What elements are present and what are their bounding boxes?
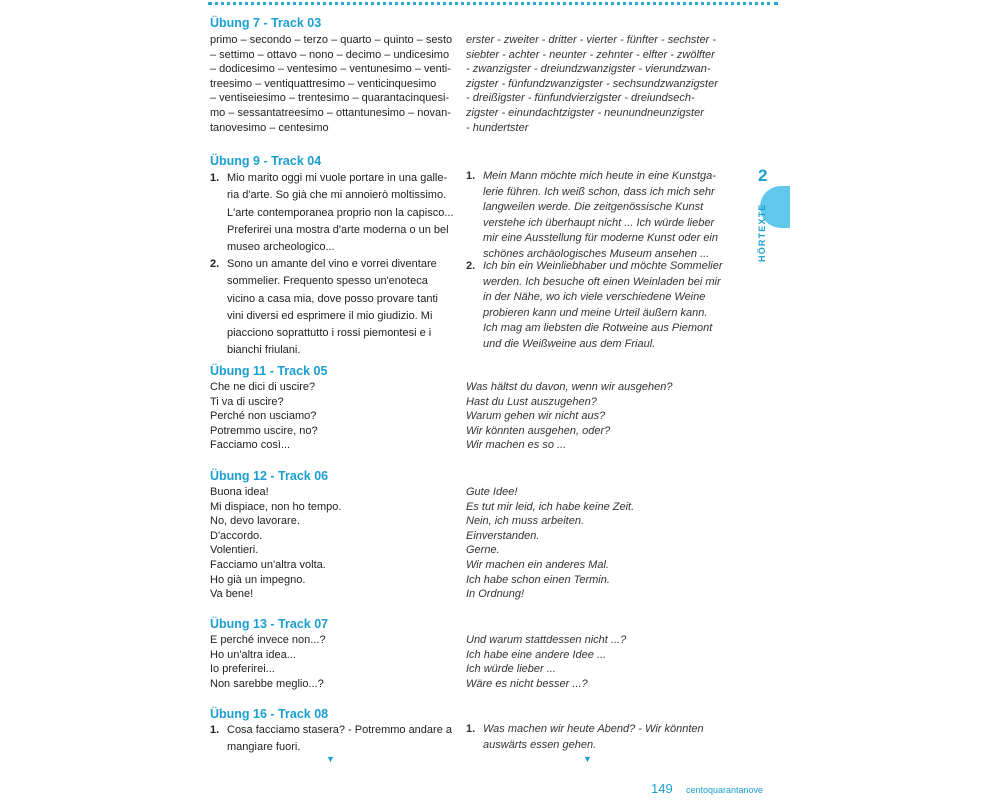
text-line: Einverstanden. (466, 529, 540, 542)
text-line: erster - zweiter - dritter - vierter - fünfter - sechster - (466, 34, 716, 46)
text-line: Was hältst du davon, wenn wir ausgehen? (466, 381, 673, 393)
top-dotted-rule (208, 2, 778, 5)
text-line: siebter - achter - neunter - zehnter - elfter - zwölfter (466, 48, 715, 61)
section-heading-uebung-12: Übung 12 - Track 06 (210, 469, 329, 483)
text-line: Mi dispiace, non ho tempo. (210, 500, 342, 513)
text-line: treesimo – ventiquattresimo – venticinquesimo (210, 77, 437, 90)
text-line: mir eine Ausstellung für moderne Kunst oder ein (483, 232, 718, 245)
uebung-12-german-text (466, 485, 721, 602)
text-line: mo – sessantatreesimo – ottantunesimo – novan- (210, 106, 451, 119)
text-line: Ho un'altra idea... (210, 648, 296, 661)
text-line: Wir machen es so ... (466, 439, 567, 452)
text-line: Nein, ich muss arbeiten. (466, 515, 584, 528)
continue-arrow-icon: ▼ (326, 754, 335, 764)
chapter-label: HÖRTEXTE (757, 203, 767, 262)
text-line: vicino a casa mia, dove posso provare tanti (227, 292, 438, 305)
text-line: – ventiseiesimo – trentesimo – quarantacinquesi- (210, 92, 450, 105)
text-line: - hundertster (466, 121, 529, 134)
uebung-11-italian-text (210, 380, 455, 453)
section-heading-uebung-13: Übung 13 - Track 07 (210, 617, 329, 631)
text-line: Sono un amante del vino e vorrei diventare (227, 258, 437, 270)
text-line: Perché non usciamo? (210, 410, 317, 423)
text-line: bianchi friulani. (227, 344, 301, 357)
text-line: zigster - einundachtzigster - neunundneunzigster (466, 106, 704, 119)
item-number: 1. (466, 170, 476, 182)
text-line: museo archeologico... (227, 241, 335, 254)
text-line: Buona idea! (210, 486, 269, 498)
text-line: Ti va di uscire? (210, 395, 284, 408)
text-line: D'accordo. (210, 529, 263, 542)
text-line: Facciamo un'altra volta. (210, 558, 326, 571)
text-line: Volentieri. (210, 544, 259, 557)
item-number: 1. (210, 172, 220, 184)
item-number: 2. (210, 258, 220, 270)
text-line: in der Nähe, wo ich viele verschiedene Weine (483, 291, 706, 304)
text-line: Warum gehen wir nicht aus? (466, 410, 606, 423)
text-line: Non sarebbe meglio...? (210, 677, 324, 690)
text-line: Io preferirei... (210, 663, 275, 676)
text-line: zigster - fünfundzwanzigster - sechsundzwanzigster (466, 77, 718, 90)
chapter-number: 2 (758, 166, 768, 185)
text-line: verstehe ich überhaupt nicht ... Ich würde lieber (483, 216, 715, 229)
text-line: - dreißigster - fünfundvierzigster - dreiundsech- (466, 92, 695, 105)
text-line: primo – secondo – terzo – quarto – quinto – sesto (210, 34, 453, 46)
uebung-7-italian-text (210, 33, 455, 135)
uebung-13-italian-text (210, 633, 455, 691)
text-line: L'arte contemporanea proprio non la capisco... (227, 206, 454, 219)
text-line: vini diversi ed esprimere il mio giudizio. Mi (227, 309, 433, 322)
text-line: - zwanzigster - dreiundzwanzigster - vierundzwan- (466, 63, 711, 76)
text-line: langweilen werde. Die zeitgenössische Kunst (483, 201, 704, 214)
text-line: Gerne. (466, 544, 500, 557)
text-line: Ich habe eine andere Idee ... (466, 648, 607, 661)
text-line: No, devo lavorare. (210, 515, 300, 528)
text-line: Facciamo così... (210, 439, 291, 452)
section-heading-uebung-7: Übung 7 - Track 03 (210, 16, 322, 30)
text-line: lerie führen. Ich weiß schon, dass ich mich sehr (483, 185, 715, 198)
text-line: mangiare fuori. (227, 741, 301, 754)
text-line: tanovesimo – centesimo (210, 121, 329, 134)
uebung-7-german-text (466, 33, 721, 135)
text-line: Ich würde lieber ... (466, 663, 556, 676)
text-line: Mio marito oggi mi vuole portare in una galle- (227, 172, 448, 184)
text-line: und die Weißweine aus dem Friaul. (483, 337, 656, 350)
text-line: Und warum stattdessen nicht ...? (466, 634, 627, 646)
continue-arrow-icon: ▼ (583, 754, 592, 764)
text-line: sommelier. Frequento spesso un'enoteca (227, 275, 428, 288)
text-line: Preferirei una mostra d'arte moderna o un bel (227, 223, 449, 236)
item-number: 1. (466, 723, 476, 735)
item-number: 1. (210, 724, 220, 736)
uebung-11-german-text (466, 380, 721, 453)
text-line: ria d'arte. So già che mi annoierò moltissimo. (227, 189, 447, 202)
text-line: Was machen wir heute Abend? - Wir könnten (483, 723, 704, 735)
text-line: Wäre es nicht besser ...? (466, 677, 588, 690)
page-number: 149 (651, 781, 673, 796)
text-line: Mein Mann möchte mich heute in eine Kunstga- (483, 170, 716, 182)
text-line: schönes archäologisches Museum ansehen ... (483, 247, 710, 260)
section-heading-uebung-9: Übung 9 - Track 04 (210, 154, 322, 168)
text-line: werden. Ich besuche oft einen Weinladen bei mir (483, 275, 721, 288)
text-line: piacciono soprattutto i rossi piemontesi e i (227, 327, 432, 340)
text-line: Gute Idee! (466, 486, 518, 498)
page-number-word: centoquarantanove (686, 785, 764, 795)
text-line: Ho già un impegno. (210, 573, 306, 586)
text-line: probieren kann und meine Urteil äußern kann. (483, 306, 708, 319)
text-line: Wir könnten ausgehen, oder? (466, 424, 611, 437)
section-heading-uebung-11: Übung 11 - Track 05 (210, 364, 328, 378)
text-line: Cosa facciamo stasera? - Potremmo andare a (227, 724, 452, 736)
text-line: – dodicesimo – ventesimo – ventunesimo – venti- (210, 63, 451, 76)
text-line: Potremmo uscire, no? (210, 424, 318, 437)
text-line: Va bene! (210, 588, 254, 601)
text-line: Che ne dici di uscire? (210, 381, 316, 393)
text-line: In Ordnung! (466, 588, 525, 601)
text-line: Ich habe schon einen Termin. (466, 573, 610, 586)
text-line: auswärts essen gehen. (483, 738, 597, 751)
text-line: Hast du Lust auszugehen? (466, 395, 597, 408)
text-line: Ich mag am liebsten die Rotweine aus Piemont (483, 322, 713, 335)
text-line: Es tut mir leid, ich habe keine Zeit. (466, 500, 635, 513)
text-line: E perché invece non...? (210, 634, 326, 646)
uebung-12-italian-text (210, 485, 455, 602)
text-line: Wir machen ein anderes Mal. (466, 558, 609, 571)
text-line: – settimo – ottavo – nono – decimo – undicesimo (210, 48, 450, 61)
uebung-13-german-text (466, 633, 721, 691)
section-heading-uebung-16: Übung 16 - Track 08 (210, 707, 329, 721)
item-number: 2. (466, 260, 476, 272)
text-line: Ich bin ein Weinliebhaber und möchte Sommelier (483, 260, 723, 272)
